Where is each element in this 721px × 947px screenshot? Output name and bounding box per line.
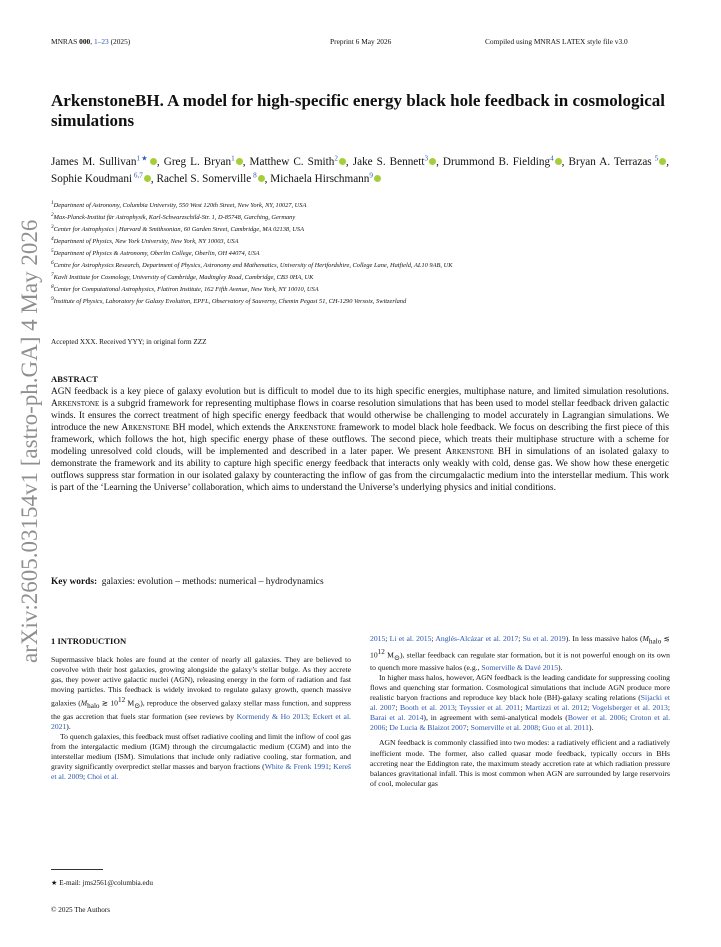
keywords: Key words: galaxies: evolution – methods: numerical – hydrodynamics: [51, 577, 324, 587]
orcid-icon[interactable]: [555, 158, 562, 165]
copyright: © 2025 The Authors: [51, 906, 111, 914]
affiliation-list: [51, 199, 676, 307]
citation-link[interactable]: 2015: [370, 634, 386, 643]
author: Bryan A. Terrazas $^5$ ,: [568, 154, 670, 168]
affiliation: $^4$Department of Physics, New York University, New York, NY 10003, USA: [51, 236, 239, 246]
left-column: [51, 655, 351, 782]
author: Drummond B. Fielding$^4$ ,: [442, 154, 569, 168]
orcid-icon[interactable]: [429, 158, 436, 165]
citation-link[interactable]: Vogelsberger et al. 2013: [591, 703, 668, 713]
citation-link[interactable]: Barai et al. 2014: [370, 713, 424, 723]
citation-link[interactable]: Booth et al. 2013: [400, 703, 455, 713]
citation-link[interactable]: Kereš et al. 2009: [51, 762, 351, 782]
citation-link[interactable]: Croton et al. 2006: [370, 713, 671, 733]
running-header-preprint: Preprint 6 May 2026: [330, 37, 392, 46]
affiliation: $^6$Centre for Astrophysics Research, Department of Physics, Astronomy and Mathematics, University of Hertfordshire, College Lane, Hatfield, AL10 9AB, UK: [51, 260, 453, 270]
pages-link[interactable]: 1–23: [93, 37, 109, 46]
citation-link[interactable]: Somerville & Davé 2015: [481, 662, 559, 672]
affiliation: $^5$Department of Physics & Astronomy, Oberlin College, Oberlin, OH 44074, USA: [51, 248, 260, 258]
citation-link[interactable]: Sijacki et al. 2007: [370, 693, 670, 713]
orcid-icon[interactable]: [150, 158, 157, 165]
paragraph: Supermassive black holes are found at the center of nearly all galaxies. They are believed to coevolve with their host galaxies, growing alongside the galaxy’s stellar bulge. As they accrete gas, they power active galactic nuclei (AGN), releasing energy in the form of radiation and fast moving particles. This feedback is widely invoked to regulate galaxy growth, quench massive galaxies ($M_{halo}$ ≳ $10^{12}$ $M_⊙$), reproduce the observed galaxy stellar mass function, and suppress the gas accretion that fuels star formation (see reviews by Kormendy & Ho 2013; Eckert et al. 2021).: [51, 655, 351, 731]
paragraph: In higher mass halos, however, AGN feedback is the leading candidate for suppressing cooling flows and quenching star formation. Cosmological simulations that include AGN produce more realistic baryon fractions and reproduce key black hole (BH)-galaxy scaling relations (Sijacki et al. 2007; Booth et al. 2013; Teyssier et al. 2011; Martizzi et al. 2012; Vogelsberger et al. 2013; Barai et al. 2014), in agreement with semi-analytical models (Bower et al. 2006; Croton et al. 2006; De Lucia & Blaizot 2007; Somerville et al. 2008; Guo et al. 2011).: [370, 672, 671, 733]
author: Jake S. Bennett$^3$ ,: [352, 154, 443, 168]
citation-link[interactable]: Somerville et al. 2008: [470, 723, 539, 733]
orcid-icon[interactable]: [144, 175, 151, 182]
citation-link[interactable]: Teyssier et al. 2011: [459, 703, 521, 713]
affiliation: $^7$Kavli Institute for Cosmology, University of Cambridge, Madingley Road, Cambridge, CB3 0HA, UK: [51, 272, 314, 282]
citation-link[interactable]: Li et al. 2015: [389, 634, 432, 643]
running-header-journal: MNRAS 000, 1–23 (2025): [51, 37, 131, 46]
orcid-icon[interactable]: [236, 158, 243, 165]
accepted-line: Accepted XXX. Received YYY; in original form ZZZ: [51, 338, 207, 346]
arxiv-stamp: arXiv:2605.03154v1 [astro-ph.GA] 4 May 2026: [17, 219, 42, 663]
author: Sophie Koudmani $^{6,7}$ ,: [51, 171, 157, 186]
citation-link[interactable]: Kormendy & Ho 2013: [236, 711, 308, 721]
author: Greg L. Bryan$^1$ ,: [163, 154, 250, 168]
right-column: [370, 634, 670, 789]
email-link[interactable]: jms2561@columbia.edu: [82, 879, 153, 887]
citation-link[interactable]: Bower et al. 2006: [567, 713, 626, 723]
author: Michaela Hirschmann$^9$: [270, 173, 381, 185]
author: Matthew C. Smith$^2$ ,: [249, 154, 353, 168]
citation-link[interactable]: Eckert et al. 2021: [51, 711, 351, 731]
abstract-text: AGN feedback is a key piece of galaxy evolution but is difficult to model due to its high specific energies, multiphase nature, and limited simulation resolutions. Arkenstone is a subgrid framework for representing multiphase flows in coarse resolution simulations that has been used to model stellar feedback driven galactic winds. It ensures the correct treatment of high specific energy feedback that would otherwise be challenging to model accurately in Lagrangian simulations. We introduce the new Arkenstone BH model, which extends the Arkenstone framework to model black hole feedback. We focus on describing the first piece of this framework, which follows the hot, high specific energy phase of these outflows. The second piece, which treats their multiphase structure with a scheme for modeling unresolved cold clouds, will be implemented and described in a later paper. We present Arkenstone BH in simulations of an isolated galaxy to demonstrate the framework and its ability to capture high specific energy feedback that interacts only weakly with cold, dense gas. We show how these energetic outflows suppress star formation in our isolated galaxy by counteracting the inflow of gas from the circumgalactic medium into the interstellar medium. This work is part of the ‘Learning the Universe’ collaboration, which aims to understand the Universe’s underlying physics and initial conditions.: [51, 387, 669, 493]
paragraph: To quench galaxies, this feedback must offset radiative cooling and limit the inflow of cool gas from the intergalactic medium (IGM) through the circumgalactic medium (CGM) and into the interstellar medium (ISM). Simulations that include only radiative cooling, star formation, and gravity significantly overpredict stellar masses and baryon fractions (White & Frenk 1991; Kereš et al. 2009; Choi et al.: [51, 731, 351, 782]
paragraph: 2015; Li et al. 2015; Anglés-Alcázar et al. 2017; Su et al. 2019). In less massive halos ($M_{halo}$ ≲ $10^{12}$ $M_⊙$), stellar feedback can regulate star formation, but it is not powerful enough on its own to quench more massive halos (e.g., Somerville & Davé 2015).: [370, 634, 670, 672]
author-list: [51, 151, 669, 186]
citation-link[interactable]: Choi et al.: [87, 772, 119, 782]
orcid-icon[interactable]: [339, 158, 346, 165]
abstract-heading: ABSTRACT: [51, 374, 98, 384]
running-header-compiled: Compiled using MNRAS LATEX style file v3.0: [485, 37, 628, 46]
citation-link[interactable]: De Lucia & Blaizot 2007: [389, 723, 467, 733]
orcid-icon[interactable]: [659, 158, 666, 165]
footnote-rule: [51, 869, 103, 870]
citation-link[interactable]: Guo et al. 2011: [542, 723, 589, 733]
affiliation: $^9$Institute of Physics, Laboratory for Galaxy Evolution, EPFL, Observatory of Sauverny, Chemin Pegasi 51, CH-1290 Versoix, Switzerland: [51, 296, 407, 306]
citation-link[interactable]: Martizzi et al. 2012: [525, 703, 588, 713]
author: Rachel S. Somerville $^8$ ,: [156, 171, 271, 186]
footnote-email: ★ E-mail: jms2561@columbia.edu: [51, 879, 153, 887]
citation-link[interactable]: Anglés-Alcázar et al. 2017: [435, 634, 519, 643]
affiliation: $^8$Center for Computational Astrophysics, Flatiron Institute, 162 Fifth Avenue, New York, NY 10010, USA: [51, 284, 319, 294]
citation-link[interactable]: Su et al. 2019: [522, 634, 566, 643]
orcid-icon[interactable]: [374, 175, 381, 182]
paragraph: AGN feedback is commonly classified into two modes: a radiatively efficient and a radiatively inefficient mode. The former, also called quasar mode feedback, typically occurs in BHs accreting near the Eddington rate, the maximum steady accretion rate at which radiation pressure balances gravitational infall. This is most common when AGN are surrounded by large reservoirs of cool, molecular gas: [370, 738, 670, 788]
paper-title: ArkenstoneBH. A model for high-specific energy black hole feedback in cosmological simulations: [51, 91, 666, 130]
affiliation: $^1$Department of Astronomy, Columbia University, 550 West 120th Street, New York, NY, 10027, USA: [51, 200, 307, 210]
affiliation: $^2$Max-Planck-Institut für Astrophysik, Karl-Schwarzschild-Str. 1, D-85748, Garching, Germany: [51, 212, 296, 222]
section-heading: 1 INTRODUCTION: [51, 636, 127, 646]
orcid-icon[interactable]: [258, 175, 265, 182]
author: James M. Sullivan$^{1★}$ ,: [51, 154, 164, 168]
affiliation: $^3$Center for Astrophysics | Harvard & Smithsonian, 60 Garden Street, Cambridge, MA 02138, USA: [51, 224, 305, 234]
citation-link[interactable]: White & Frenk 1991: [264, 762, 329, 772]
